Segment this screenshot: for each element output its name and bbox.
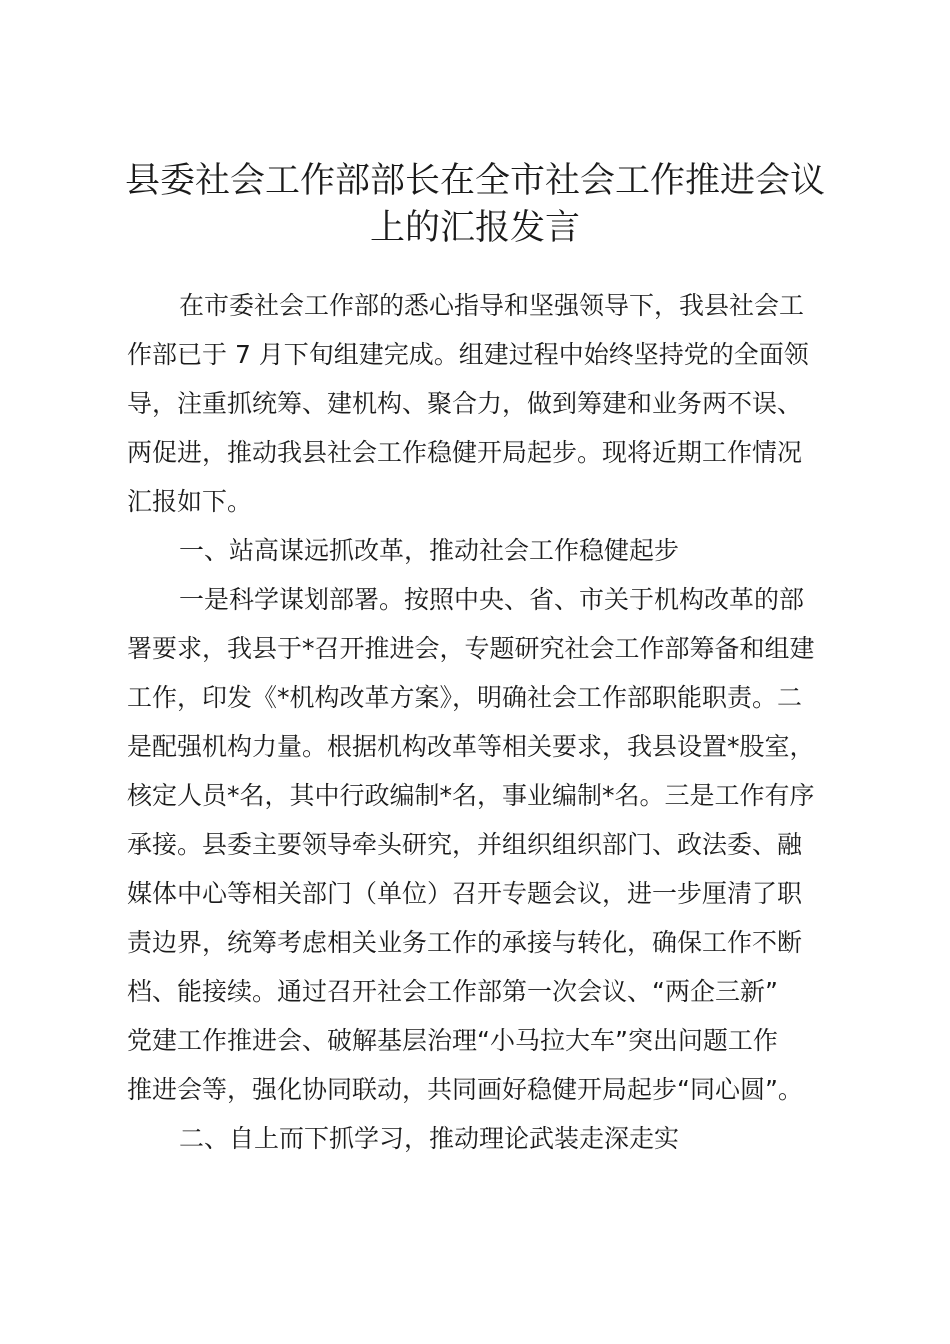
text-line: 推进会等，强化协同联动，共同画好稳健开局起步“同心圆”。 [127, 1075, 803, 1104]
text-line: 承接。县委主要领导牵头研究，并组织组织部门、政法委、融 [127, 830, 803, 859]
title-line-1: 县委社会工作部部长在全市社会工作推进会议 [124, 161, 825, 201]
title-line-2: 上的汇报发言 [369, 208, 580, 248]
text-line: 两促进，推动我县社会工作稳健开局起步。现将近期工作情况 [127, 438, 803, 467]
intro-paragraph [127, 281, 847, 526]
heading-text: 一、站高谋远抓改革，推动社会工作稳健起步 [179, 536, 680, 565]
text-line: 汇报如下。 [127, 487, 253, 516]
section-1-paragraph [127, 575, 847, 1114]
text-line: 在市委社会工作部的悉心指导和坚强领导下，我县社会工 [179, 291, 805, 320]
text-line: 导，注重抓统筹、建机构、聚合力，做到筹建和业务两不误、 [127, 389, 803, 418]
text-line: 工作，印发《*机构改革方案》，明确社会工作部职能职责。二 [127, 683, 803, 712]
section-2-heading [127, 1114, 847, 1163]
text-line: 档、能接续。通过召开社会工作部第一次会议、“两企三新” [127, 977, 778, 1006]
text-line: 署要求，我县于*召开推进会，专题研究社会工作部筹备和组建 [127, 634, 815, 663]
section-1-heading [127, 526, 847, 575]
text-line: 是配强机构力量。根据机构改革等相关要求，我县设置*股室， [127, 732, 815, 761]
text-line: 党建工作推进会、破解基层治理“小马拉大车”突出问题工作 [127, 1026, 778, 1055]
text-line: 核定人员*名，其中行政编制*名，事业编制*名。三是工作有序 [127, 781, 815, 810]
document-body [127, 281, 847, 1163]
document-title [110, 158, 840, 252]
text-line: 媒体中心等相关部门（单位）召开专题会议，进一步厘清了职 [127, 879, 803, 908]
text-line: 责边界，统筹考虑相关业务工作的承接与转化，确保工作不断 [127, 928, 803, 957]
text-line: 一是科学谋划部署。按照中央、省、市关于机构改革的部 [179, 585, 805, 614]
heading-text: 二、自上而下抓学习，推动理论武装走深走实 [179, 1124, 680, 1153]
text-line: 作部已于 7 月下旬组建完成。组建过程中始终坚持党的全面领 [127, 340, 809, 369]
